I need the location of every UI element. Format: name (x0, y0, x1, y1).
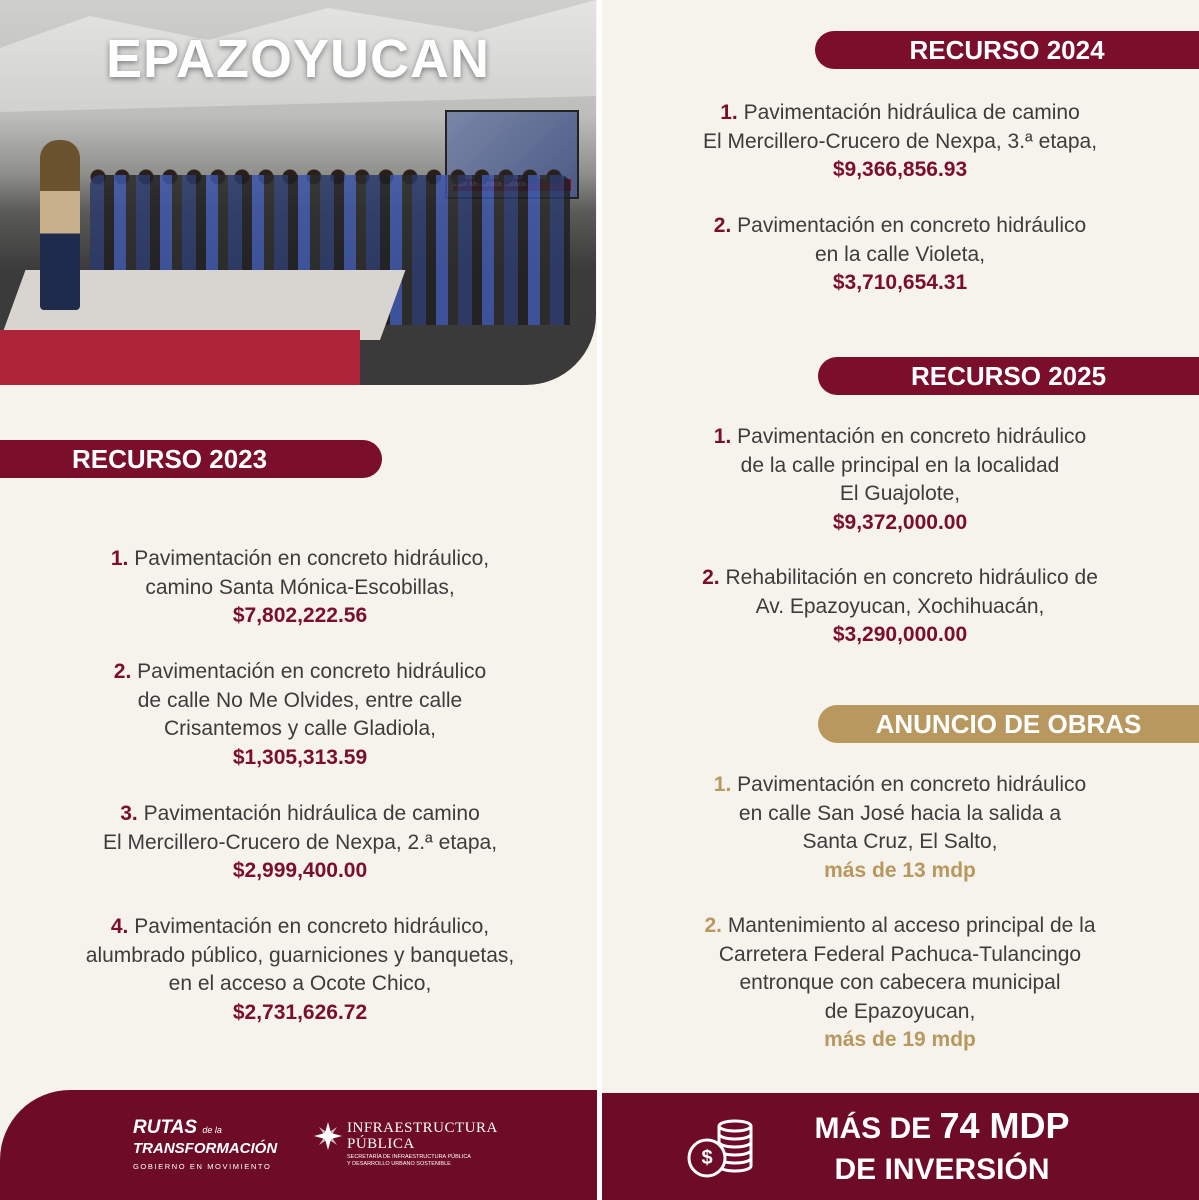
item-amount: $2,999,400.00 (232, 859, 368, 882)
stage-front (0, 330, 360, 385)
item-text: de la calle principal en la localidad (740, 453, 1060, 477)
item-text: en calle San José hacia la salida a (738, 801, 1062, 825)
item-text: de calle No Me Olvides, entre calle (137, 688, 463, 712)
total-suffix: DE INVERSIÓN (834, 1153, 1050, 1186)
rutas-small: de la (202, 1125, 222, 1135)
rutas-word: RUTAS (133, 1117, 198, 1138)
item-text: Pavimentación en concreto hidráulico (737, 773, 1087, 796)
item-number: 2. (713, 214, 732, 237)
list-item (610, 212, 1190, 298)
item-text: Pavimentación en concreto hidráulico, (134, 915, 490, 938)
total-investment (777, 1105, 1107, 1190)
item-text: en el acceso a Ocote Chico, (168, 972, 432, 995)
item-text: Rehabilitación en concreto hidráulico de (725, 566, 1098, 589)
item-text: El Guajolote, (839, 482, 961, 505)
item-amount: $3,290,000.00 (832, 623, 968, 646)
item-text: Santa Cruz, El Salto, (802, 830, 998, 853)
item-number: 1. (110, 547, 129, 570)
item-number: 1. (713, 425, 732, 448)
item-text: Pavimentación en concreto hidráulico (137, 660, 487, 683)
infra-word-2: PÚBLICA (347, 1136, 415, 1152)
section-title-obras: ANUNCIO DE OBRAS (818, 705, 1199, 743)
rutas-logo (133, 1118, 303, 1171)
list-item (610, 99, 1190, 185)
item-text: El Mercillero-Crucero de Nexpa, 2.ª etapa, (102, 830, 498, 854)
item-text: Pavimentación en concreto hidráulico (737, 214, 1087, 237)
infra-subtitle-1: SECRETARÍA DE INFRAESTRUCTURA PÚBLICA (347, 1154, 471, 1160)
item-text: Pavimentación en concreto hidráulico, (134, 547, 490, 570)
list-item (610, 771, 1190, 885)
list-item (20, 658, 580, 772)
item-text: de Epazoyucan, (824, 999, 976, 1023)
item-amount: $2,731,626.72 (232, 1000, 368, 1024)
dollar-symbol: $ (701, 1147, 713, 1169)
footer-logos (0, 1090, 597, 1200)
item-text: Av. Epazoyucan, Xochihuacán, (755, 594, 1045, 618)
list-item (610, 564, 1190, 650)
section-title-2024: RECURSO 2024 (815, 31, 1199, 69)
item-text: Pavimentación hidráulica de camino (743, 101, 1080, 124)
item-amount: más de 19 mdp (824, 1028, 976, 1051)
item-amount: $7,802,222.56 (232, 604, 368, 627)
item-text: Pavimentación en concreto hidráulico (737, 425, 1087, 448)
item-amount: $3,710,654.31 (832, 271, 968, 294)
item-text: camino Santa Mónica-Escobillas, (145, 575, 455, 599)
footer-total (602, 1093, 1199, 1200)
item-amount: $9,372,000.00 (832, 510, 968, 534)
municipality-title: EPAZOYUCAN (105, 29, 491, 89)
item-text: alumbrado público, guarniciones y banquetas, (85, 943, 515, 967)
list-item (20, 800, 580, 886)
item-text: entronque con cabecera municipal (739, 971, 1061, 994)
item-text: El Mercillero-Crucero de Nexpa, 3.ª etapa, (702, 129, 1098, 153)
list-item (20, 545, 580, 631)
item-text: Carretera Federal Pachuca-Tulancingo (718, 942, 1082, 966)
rutas-subtitle: GOBIERNO EN MOVIMIENTO (133, 1162, 272, 1171)
item-text: Pavimentación hidráulica de camino (143, 802, 480, 825)
list-item (610, 423, 1190, 537)
section-title-2023: RECURSO 2023 (0, 440, 382, 478)
speaker (40, 140, 80, 310)
item-number: 4. (110, 915, 129, 938)
item-number: 2. (704, 914, 722, 937)
rutas-transformacion: TRANSFORMACIÓN (133, 1140, 278, 1157)
item-number: 3. (120, 802, 138, 825)
item-amount: más de 13 mdp (824, 858, 976, 882)
item-number: 2. (113, 660, 132, 683)
infra-logo (347, 1120, 547, 1168)
infra-word-1: INFRAESTRUCTURA (347, 1120, 498, 1136)
item-number: 2. (702, 566, 720, 589)
item-amount: $1,305,313.59 (232, 745, 368, 769)
section-title-2025: RECURSO 2025 (818, 357, 1199, 395)
total-prefix: MÁS DE (814, 1112, 940, 1145)
item-amount: $9,366,856.93 (832, 158, 968, 181)
infra-subtitle-2: Y DESARROLLO URBANO SOSTENIBLE (347, 1161, 451, 1167)
total-amount: 74 MDP (939, 1105, 1070, 1146)
money-coins-icon (687, 1118, 757, 1180)
item-text: Mantenimiento al acceso principal de la (727, 914, 1096, 937)
item-text: en la calle Violeta, (814, 242, 986, 266)
column-divider (597, 0, 602, 1200)
item-number: 1. (713, 773, 732, 796)
list-item (610, 912, 1190, 1055)
item-text: Crisantemos y calle Gladiola, (164, 717, 436, 740)
infra-star-icon (314, 1122, 342, 1150)
list-item (10, 913, 590, 1027)
item-number: 1. (720, 101, 738, 124)
